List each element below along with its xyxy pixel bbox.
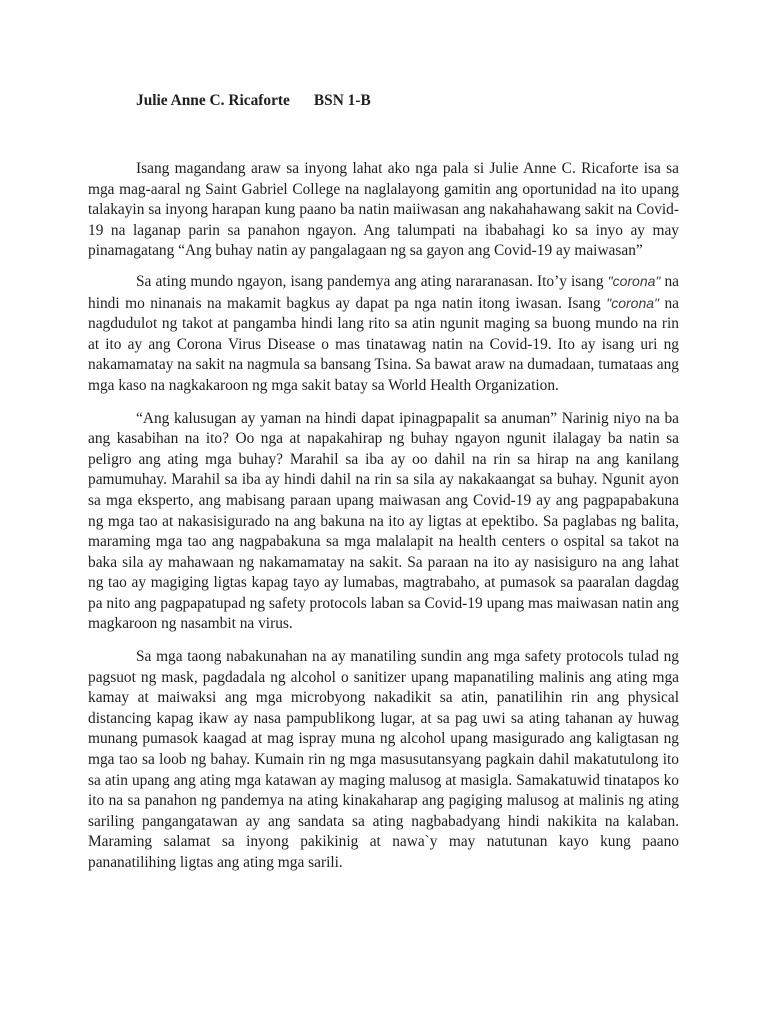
paragraph-introduction: Isang magandang araw sa inyong lahat ako nga pala si Julie Anne C. Ricaforte isa sa mga mag-aaral ng Saint Gabriel College na naglalayong gamitin ang oportunidad na ito upang talakayin sa inyong harapan kung paano ba natin maiiwasan ang nakahahawang sakit na Covid-19 na laganap parin sa panahon ngayon. Ang talumpati na ibabahagi ko sa inyo ay may pinamagatang “Ang buhay natin ay pangalagaan ng sa gayon ang Covid-19 ay maiwasan” [88,160,679,260]
emphasis-corona: "corona" [606,294,659,311]
paragraph-pandemic [88,271,679,397]
paragraph-text: na hindi mo ninanais na makamit bagkus ay dapat pa nga natin itong iwasan. Isang [88,272,680,312]
document-header [136,91,679,113]
document-page [88,91,679,874]
paragraph-text: na nagdudulot ng takot at pangamba hindi lang rito sa atin ngunit maging sa buong mundo na rin at ito ay ang Corona Virus Disease o mas tinatawag natin na Covid-19. Ito ay isang uri ng nakamamatay na sakit na nagmula sa bansang Tsina. Sa bawat araw na dumadaan, tumataas ang mga kaso na nagkakaroon ng mga sakit batay sa World Health Organization. [88,294,679,394]
paragraph-conclusion: Sa mga taong nabakunahan na ay manatiling sundin ang mga safety protocols tulad ng pagsuot ng mask, pagdadala ng alcohol o sanitizer upang mapanatiling malinis ang ating mga kamay at maiwaksi ang mga microbyong nakadikit sa atin, panatilihin rin ang physical distancing kapag ikaw ay nasa pampublikong lugar, at sa pag uwi sa ating tahanan ay huwag munang pumasok kaagad at mag ispray muna ng alcohol upang masigurado ang kaligtasan ng mga tao sa loob ng bahay. Kumain rin ng mga masusutansyang pagkain dahil makatutulong ito sa atin upang ang ating mga katawan ay maging malusog at masigla. Samakatuwid tinatapos ko ito na sa panahon ng pandemya na ating kinakaharap ang pagiging malusog at malinis ng ating sariling pangangatawan ay ang sandata sa ating nagbabadyang hindi nakikita na kalaban. Maraming salamat sa inyong pakikinig at nawa`y may natutunan kayo kung paano pananatilihing ligtas ang ating mga sarili. [88,648,679,871]
author-name: Julie Anne C. Ricaforte [136,92,290,109]
paragraph-text: Sa ating mundo ngayon, isang pandemya ang ating nararanasan. Ito’y isang [136,272,608,290]
emphasis-corona: "corona" [607,272,661,289]
paragraph-vaccination: “Ang kalusugan ay yaman na hindi dapat ipinagpapalit sa anuman” Narinig niyo na ba ang kasabihan na ito? Oo nga at napakahirap ng buhay ngayon ngunit ilalagay ba natin sa peligro ang ating mga buhay? Marahil sa iba ay oo dahil na rin sa hirap na ang kanilang pamumuhay. Marahil sa iba ay hindi dahil na rin sa sila ay nakakaangat sa buhay. Ngunit ayon sa mga eksperto, ang mabisang paraan upang maiwasan ang Covid-19 ay ang pagpapabakuna ng mga tao at nakasisigurado na ang bakuna na ito ay ligtas at epektibo. Sa paglabas ng balita, maraming mga tao ang nagpabakuna sa mga malalapit na health centers o ospital sa takot na baka sila ay mahawaan ng nakamamatay na sakit. Sa paraan na ito ay nasisiguro na ang lahat ng tao ay magiging ligtas kapag tayo ay lumabas, magtrabaho, at pumasok sa paaralan dagdag pa nito ang pagpapatupad ng safety protocols laban sa Covid-19 upang mas maiwasan natin ang magkaroon ng nasambit na virus. [88,409,679,633]
class-section: BSN 1-B [313,92,371,109]
